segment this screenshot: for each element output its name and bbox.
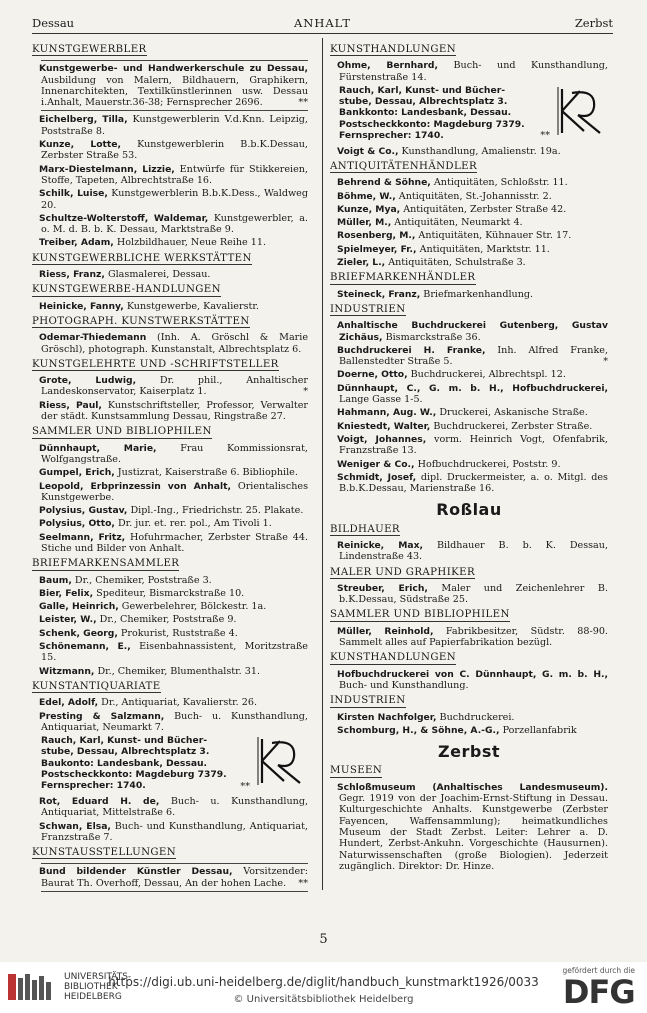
directory-entry	[339, 230, 608, 241]
entry-text: Antiquitäten, Kühnauer Str. 17.	[418, 230, 572, 242]
directory-entry	[41, 188, 308, 211]
section-heading: BILDHAUER	[330, 523, 400, 535]
entry-name: Treiber, Adam,	[39, 237, 114, 249]
entry-text: Buchdruckerei, Zerbster Straße.	[433, 420, 593, 432]
section-heading: INDUSTRIEN	[330, 303, 406, 315]
entry-text: Inh. Alfred Franke, Ballenstedter Straße 5.	[339, 344, 608, 368]
directory-entry	[339, 191, 608, 202]
directory-entry	[339, 626, 608, 649]
entry-text: Kunstgewerbler, a. o. M. d. B. b. K. Dessau, Marktstraße 9.	[41, 212, 308, 236]
entry-text: Gewerbelehrer, Bölckestr. 1a.	[121, 601, 267, 613]
entry-text: Prokurist, Ruststraße 4.	[120, 627, 238, 639]
entry-name: Anhaltische Buchdruckerei Gutenberg, Gustav Zichäus,	[337, 320, 608, 343]
advert-line: Bankkonto: Landesbank, Dessau.	[339, 107, 512, 119]
entry-text: Buchdruckerei, Albrechtspl. 12.	[410, 369, 566, 381]
directory-entry	[41, 711, 308, 734]
advert-line: Fernsprecher: 1740.	[339, 130, 444, 142]
entry-text: Spediteur, Bismarckstraße 10.	[96, 587, 245, 599]
viewer-footer	[0, 962, 647, 1013]
entry-name: Bund bildender Künstler Dessau,	[39, 866, 233, 878]
city-heading: Zerbst	[438, 742, 500, 762]
directory-entry	[41, 269, 308, 280]
entry-text: Bildhauer B. b. K. Dessau, Lindenstraße 43.	[339, 539, 608, 563]
entry-text: Buch- u. Kunsthandlung, Antiquariat, Neumarkt 7.	[41, 710, 308, 733]
entry-name: Hahmann, Aug. W.,	[337, 407, 437, 419]
entry-name: Schenk, Georg,	[39, 627, 118, 639]
entry-text: Dr., Chemiker, Poststraße 9.	[99, 614, 237, 626]
directory-entry	[339, 345, 608, 368]
dfg-wordmark: DFG	[562, 973, 635, 1011]
entry-text: Briefmarkenhandlung.	[423, 288, 534, 300]
section-heading: MUSEEN	[330, 765, 383, 777]
advert-line: stube, Dessau, Albrechtsplatz 3.	[41, 746, 210, 758]
directory-entry	[41, 641, 308, 664]
entry-text: Gegr. 1919 von der Joachim-Ernst-Stiftung in Dessau. Kulturgeschichte Anhalts. Kunstgewerbe (Zerbster Fayencen, Waffensammlung); heimatkundliches Museum der Stadt Zerbst. Leiter: Lehrer a. D. Hundert, Zerbst-Ankuhn. Vorgeschichte (Hausurnen). Naturwissenschaften (große Biologien). Jederzeit zugänglich. Direktor: Dr. Hinze.	[339, 793, 608, 872]
entry-text: Kunstgewerblerin B.b.K.Dessau, Zerbster Straße 53.	[41, 139, 308, 162]
directory-entry	[41, 628, 308, 639]
directory-entry	[339, 540, 608, 563]
entry-name: Odemar-Thiedemann	[39, 332, 147, 344]
directory-entry	[41, 575, 308, 586]
entry-text: Kunsthandlung, Amalienstr. 19a.	[401, 145, 561, 157]
directory-entry	[339, 725, 608, 736]
entry-name: Behrend & Söhne,	[337, 177, 431, 189]
directory-entry	[41, 614, 308, 625]
directory-entry	[41, 532, 308, 555]
entry-name: Böhme, W.,	[337, 190, 396, 202]
entry-name: Weniger & Co.,	[337, 458, 415, 470]
entry-name: Ohme, Bernhard,	[337, 60, 438, 72]
directory-entry	[339, 320, 608, 343]
entry-text: Dr. phil., Anhaltischer Landeskonservator, Kaiserplatz 1.	[41, 375, 308, 398]
entry-name: Müller, Reinhold,	[337, 625, 434, 637]
directory-entry	[41, 237, 308, 248]
entry-text: Holzbildhauer, Neue Reihe 11.	[116, 237, 267, 249]
directory-entry	[41, 332, 308, 355]
directory-entry	[41, 301, 308, 312]
entry-name: Galle, Heinrich,	[39, 601, 119, 613]
entry-text: Kunstgewerbe, Kavalierstr.	[126, 300, 259, 312]
entry-text: Lange Gasse 1-5.	[339, 394, 423, 406]
entry-name: Witzmann,	[39, 665, 95, 677]
entry-text: Kunstgewerblerin B.b.K.Dess., Waldweg 20.	[41, 188, 308, 211]
directory-entry	[339, 472, 608, 495]
entry-text: Dr., Chemiker, Poststraße 3.	[74, 574, 212, 586]
entry-text: Buchdruckerei.	[439, 711, 515, 723]
directory-entry	[41, 375, 308, 398]
advert-line: Postscheckkonto: Magdeburg 7379.	[339, 118, 525, 130]
directory-entry	[41, 697, 308, 708]
entry-name: Presting & Salzmann,	[39, 710, 165, 722]
entry-name: Zieler, L.,	[337, 257, 386, 269]
directory-entry	[41, 400, 308, 423]
library-name-2: BIBLIOTHEK	[64, 982, 118, 992]
directory-entry	[41, 796, 308, 819]
left-column	[32, 42, 308, 895]
header-center: ANHALT	[293, 16, 352, 30]
section-heading: KUNSTGEWERBE-HANDLUNGEN	[32, 284, 221, 296]
entry-name: Marx-Diestelmann, Lizzie,	[39, 163, 175, 175]
entry-name: Rosenberg, M.,	[337, 230, 416, 242]
directory-entry	[339, 669, 608, 692]
entry-text: Buch- und Kunsthandlung.	[339, 679, 469, 691]
directory-entry	[41, 666, 308, 677]
entry-text: vorm. Heinrich Vogt, Ofenfabrik, Franzstraße 13.	[339, 433, 608, 457]
entry-text: Eisenbahnassistent, Moritzstraße 15.	[41, 641, 308, 664]
entry-name: Schloßmuseum (Anhaltisches Landesmuseum).	[337, 781, 608, 793]
directory-entry	[339, 712, 608, 723]
entry-name: Leopold, Erbprinzessin von Anhalt,	[39, 480, 232, 492]
directory-entry	[339, 257, 608, 268]
section-heading: KUNSTANTIQUARIATE	[32, 680, 161, 692]
directory-entry	[41, 518, 308, 529]
entry-name: Polysius, Otto,	[39, 518, 115, 530]
entry-name: Kunstgewerbe- und Handwerkerschule zu Dessau,	[39, 63, 308, 75]
entry-name: Edel, Adolf,	[39, 697, 99, 709]
directory-entry	[339, 421, 608, 432]
entry-name: Baum,	[39, 574, 72, 586]
directory-entry	[339, 289, 608, 300]
entry-name: Gumpel, Erich,	[39, 467, 115, 479]
section-heading: KUNSTAUSSTELLUNGEN	[32, 847, 177, 859]
directory-entry	[339, 217, 608, 228]
entry-text: Dipl.-Ing., Friedrichstr. 25. Plakate.	[130, 505, 304, 517]
directory-entry	[41, 588, 308, 599]
entry-text: dipl. Druckermeister, a. o. Mitgl. des B.b.K.Dessau, Marienstraße 16.	[339, 471, 608, 495]
entry-name: Seelmann, Fritz,	[39, 531, 126, 543]
entry-text: Dr., Antiquariat, Kavalierstr. 26.	[101, 697, 257, 709]
directory-entry	[339, 244, 608, 255]
entry-text: Vorsitzender: Baurat Th. Overhoff, Dessau, An der hohen Lache.	[41, 866, 308, 889]
section-heading: BRIEFMARKENHÄNDLER	[330, 272, 476, 284]
entry-name: Steineck, Franz,	[337, 288, 421, 300]
directory-entry	[41, 601, 308, 612]
directory-entry	[339, 583, 608, 606]
entry-text: Frau Kommissionsrat, Wolfgangstraße.	[41, 442, 308, 465]
section-heading: KUNSTGEWERBLER	[32, 44, 147, 55]
entry-name: Voigt, Johannes,	[337, 433, 427, 445]
entry-text: Justizrat, Kaiserstraße 6. Bibliophile.	[117, 467, 298, 479]
directory-entry	[339, 146, 608, 157]
section-heading: MALER UND GRAPHIKER	[330, 566, 476, 578]
advert-line: Baukonto: Landesbank, Dessau.	[41, 757, 208, 769]
section-heading: KUNSTGEWERBLICHE WERKSTÄTTEN	[32, 252, 252, 264]
karl-rauch-monogram-icon	[256, 735, 306, 787]
entry-name: Hofbuchdruckerei von C. Dünnhaupt, G. m. b. H.,	[337, 668, 608, 680]
entry-text: Glasmalerei, Dessau.	[107, 269, 211, 281]
entry-name: Kunze, Lotte,	[39, 139, 122, 151]
entry-name: Leister, W.,	[39, 614, 97, 626]
entry-name: Riess, Franz,	[39, 269, 105, 281]
directory-entry	[339, 434, 608, 457]
entry-text: Antiquitäten, St.-Johannisstr. 2.	[398, 190, 552, 202]
directory-entry	[339, 204, 608, 215]
entry-text: Entwürfe für Stikkereien, Stoffe, Tapeten, Albrechtstraße 16.	[41, 163, 308, 186]
entry-text: Buch- und Kunsthandlung, Fürstenstraße 14.	[339, 60, 608, 83]
entry-name: Reinicke, Max,	[337, 539, 424, 551]
advert-line: Fernsprecher: 1740.	[41, 780, 146, 792]
section-heading: PHOTOGRAPH. KUNSTWERKSTÄTTEN	[32, 315, 250, 327]
directory-entry	[339, 782, 608, 872]
bookshop-advertisement	[41, 735, 308, 792]
column-divider	[322, 38, 323, 890]
header-rule	[32, 33, 613, 34]
entry-text: Antiquitäten, Zerbster Straße 42.	[403, 203, 567, 215]
entry-mark: *	[603, 356, 608, 368]
entry-text: Buch- und Kunsthandlung, Antiquariat, Franzstraße 7.	[41, 820, 308, 843]
entry-name: Kirsten Nachfolger,	[337, 711, 437, 723]
directory-entry	[339, 383, 608, 406]
header-right: Zerbst	[574, 16, 613, 30]
library-name-1: UNIVERSITÄTS-	[64, 972, 132, 982]
entry-text: Dr., Chemiker, Blumenthalstr. 31.	[97, 665, 261, 677]
library-name-3: HEIDELBERG	[64, 992, 122, 1002]
directory-entry	[41, 505, 308, 516]
directory-entry	[339, 60, 608, 83]
directory-entry	[41, 481, 308, 504]
entry-name: Buchdruckerei H. Franke,	[337, 344, 486, 356]
karl-rauch-monogram-icon	[556, 85, 606, 137]
entry-text: Porzellanfabrik	[502, 724, 577, 736]
advert-line: Rauch, Karl, Kunst- und Bücher-	[41, 735, 208, 747]
entry-text: Fabrikbesitzer, Südstr. 88-90. Sammelt alles auf Papierfabrikation bezügl.	[339, 625, 608, 649]
entry-name: Spielmeyer, Fr.,	[337, 243, 417, 255]
section-heading: SAMMLER UND BIBLIOPHILEN	[330, 609, 510, 621]
entry-name: Grote, Ludwig,	[39, 375, 137, 387]
entry-name: Dünnhaupt, Marie,	[39, 442, 157, 454]
entry-mark: *	[303, 386, 308, 398]
right-column	[330, 42, 608, 874]
entry-mark: **	[298, 877, 308, 889]
advert-line: Postscheckkonto: Magdeburg 7379.	[41, 769, 227, 781]
entry-name: Kunze, Mya,	[337, 203, 401, 215]
section-heading: KUNSTGELEHRTE UND -SCHRIFTSTELLER	[32, 358, 279, 370]
entry-text: Antiquitäten, Marktstr. 11.	[419, 243, 550, 255]
directory-entry	[41, 114, 308, 137]
entry-text: Hofuhrmacher, Zerbster Straße 44. Stiche und Bilder von Anhalt.	[41, 531, 308, 554]
entry-name: Doerne, Otto,	[337, 369, 408, 381]
entry-text: Bismarckstraße 36.	[385, 331, 481, 343]
directory-entry	[339, 369, 608, 380]
header-left: Dessau	[32, 16, 75, 30]
entry-name: Dünnhaupt, C., G. m. b. H., Hofbuchdruckerei,	[337, 382, 608, 394]
running-header	[32, 16, 613, 32]
entry-name: Eichelberg, Tilla,	[39, 114, 128, 126]
entry-name: Schönemann, E.,	[39, 641, 131, 653]
page-number: 5	[319, 932, 328, 947]
entry-text: Kunstgewerblerin V.d.Knn. Leipzig, Poststraße 8.	[41, 114, 308, 137]
entry-mark: **	[540, 130, 550, 142]
advert-line: Rauch, Karl, Kunst- und Bücher-	[339, 84, 506, 96]
section-heading: KUNSTHANDLUNGEN	[330, 44, 457, 55]
section-heading: BRIEFMARKENSAMMLER	[32, 558, 180, 570]
directory-entry	[41, 164, 308, 187]
entry-text: Maler und Zeichenlehrer B. b.K.Dessau, Südstraße 25.	[339, 582, 609, 606]
directory-entry	[41, 467, 308, 478]
entry-mark: **	[240, 780, 250, 792]
entry-text: Hofbuchdruckerei, Poststr. 9.	[417, 458, 561, 470]
boxed-entry	[41, 60, 308, 111]
entry-name: Schwan, Elsa,	[39, 820, 111, 832]
section-heading: SAMMLER UND BIBLIOPHILEN	[32, 426, 212, 438]
entry-text: Antiquitäten, Schloßstr. 11.	[433, 177, 568, 189]
directory-entry	[41, 213, 308, 236]
entry-text: Buch- u. Kunsthandlung, Antiquariat, Mittelstraße 6.	[41, 795, 309, 819]
entry-name: Müller, M.,	[337, 217, 392, 229]
entry-text: Antiquitäten, Neumarkt 4.	[394, 217, 523, 229]
directory-entry	[339, 177, 608, 188]
section-heading: INDUSTRIEN	[330, 695, 406, 707]
entry-text: Orientalisches Kunstgewerbe.	[41, 480, 308, 503]
boxed-entry	[41, 863, 308, 892]
directory-entry	[339, 407, 608, 418]
entry-name: Heinicke, Fanny,	[39, 300, 124, 312]
entry-name: Schmidt, Josef,	[337, 471, 417, 483]
entry-name: Schultze-Wolterstoff, Waldemar,	[39, 212, 209, 224]
section-heading: KUNSTHANDLUNGEN	[330, 652, 457, 664]
entry-text: Antiquitäten, Schulstraße 3.	[388, 257, 526, 269]
entry-name: Kniestedt, Walter,	[337, 420, 431, 432]
entry-name: Riess, Paul,	[39, 399, 102, 411]
section-heading: ANTIQUITÄTENHÄNDLER	[330, 160, 478, 172]
directory-entry	[41, 139, 308, 162]
entry-text: Ausbildung von Malern, Bildhauern, Graphikern, Innenarchitekten, Textilkünstlerinnen usw. Dessau i.Anhalt, Mauerstr.36-38; Fernsprecher 2696.	[41, 74, 308, 109]
entry-name: Rot, Eduard H. de,	[39, 795, 160, 807]
advert-line: stube, Dessau, Albrechtsplatz 3.	[339, 96, 508, 108]
dfg-caption: gefördert durch die	[562, 966, 635, 975]
entry-text: Dr. jur. et. rer. pol., Am Tivoli 1.	[117, 518, 272, 530]
entry-name: Schomburg, H., & Söhne, A.-G.,	[337, 724, 500, 736]
bookshop-advertisement	[339, 85, 608, 142]
entry-name: Voigt & Co.,	[337, 145, 399, 157]
entry-text: Druckerei, Askanische Straße.	[439, 407, 588, 419]
dfg-logo[interactable]	[563, 966, 636, 1009]
entry-text: (Inh. A. Gröschl & Marie Gröschl), photograph. Kunstanstalt, Albrechtsplatz 6.	[41, 332, 308, 355]
copyright-notice: © Universitätsbibliothek Heidelberg	[233, 994, 414, 1005]
city-heading: Roßlau	[436, 500, 502, 520]
entry-name: Streuber, Erich,	[337, 582, 428, 594]
directory-entry	[339, 459, 608, 470]
entry-name: Polysius, Gustav,	[39, 505, 128, 517]
document-url-link[interactable]: https://digi.ub.uni-heidelberg.de/diglit/handbuch_kunstmarkt1926/0033	[108, 975, 539, 989]
entry-mark: **	[298, 97, 308, 109]
directory-entry	[41, 821, 308, 844]
entry-text: Kunstschriftsteller, Professor, Verwalter der städt. Kunstsammlung Dessau, Ringstraße 27.	[41, 399, 308, 423]
entry-name: Schilk, Luise,	[39, 188, 108, 200]
directory-entry	[41, 443, 308, 466]
entry-name: Bier, Felix,	[39, 587, 94, 599]
